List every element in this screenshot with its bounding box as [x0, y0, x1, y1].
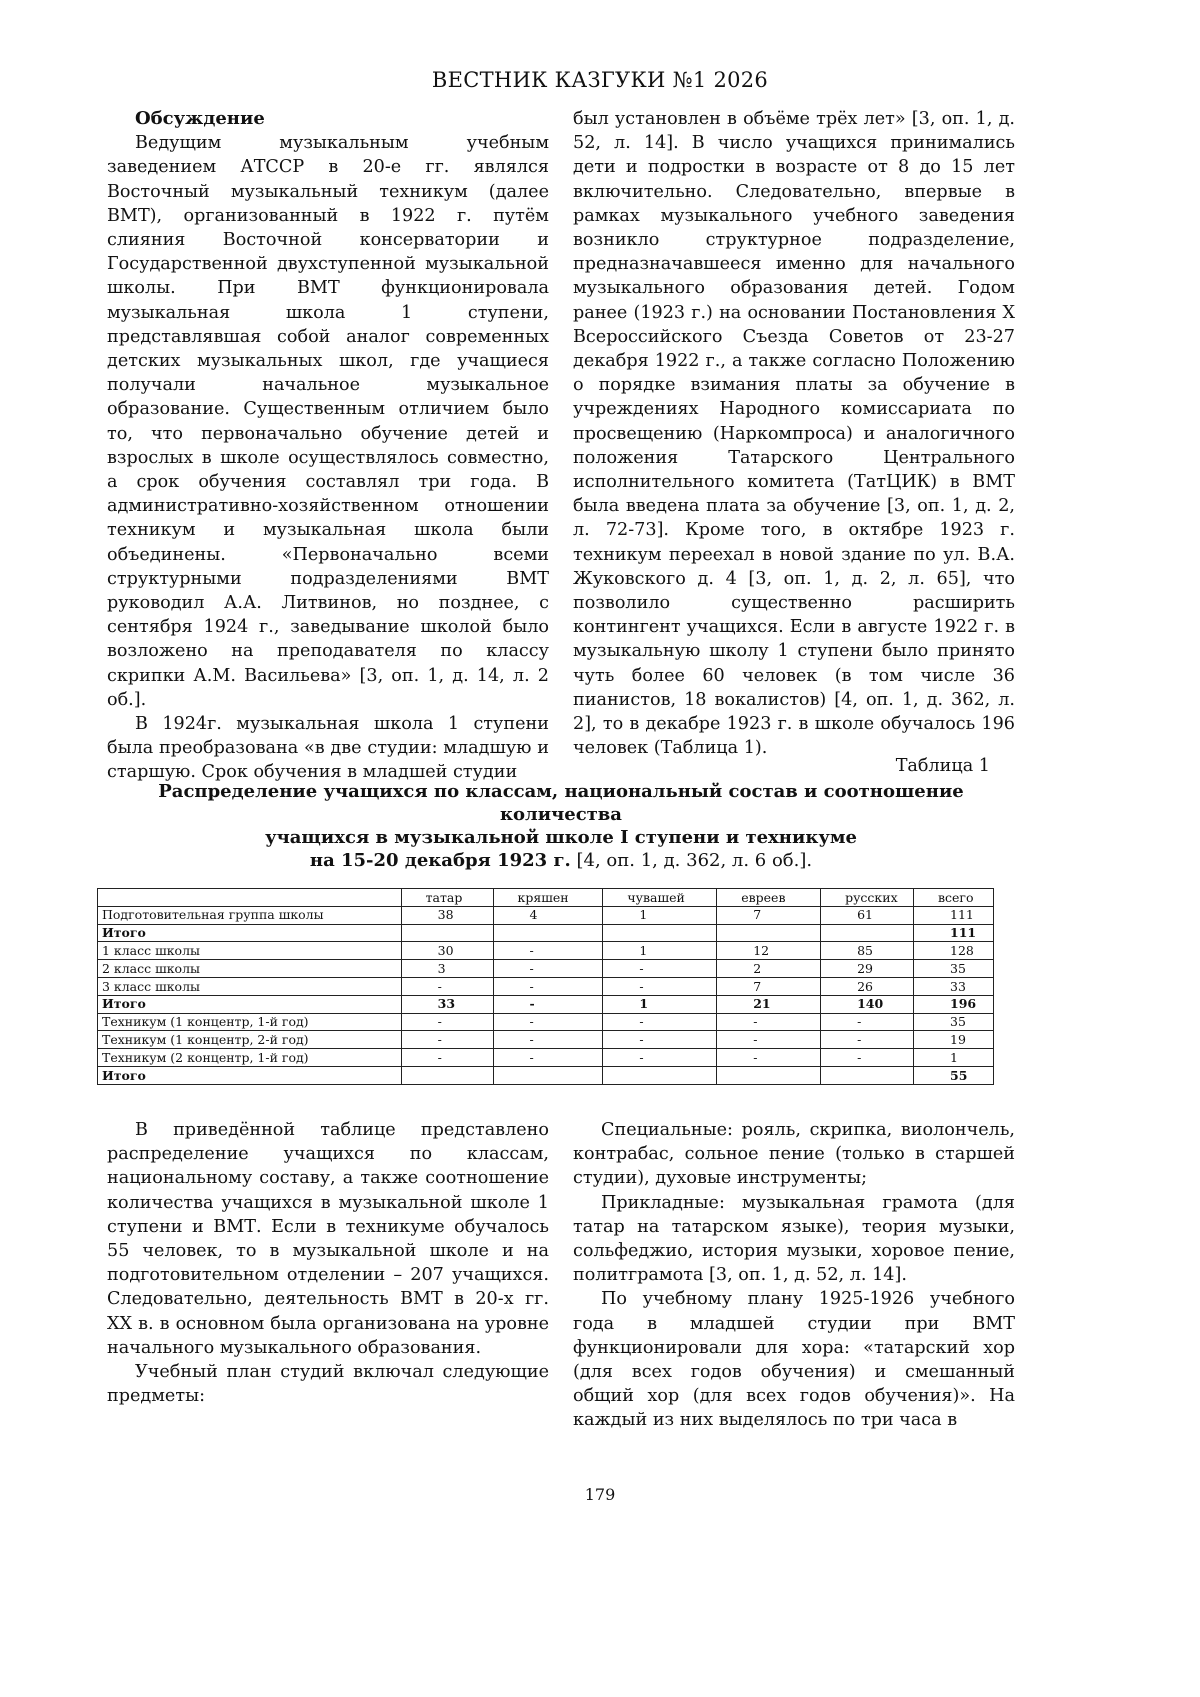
row-label: Итого — [98, 924, 402, 942]
row-label: Техникум (1 концентр, 2-й год) — [98, 1031, 402, 1049]
table-row — [98, 1013, 994, 1031]
table-cell: - — [401, 1049, 493, 1067]
table-cell: 29 — [821, 960, 914, 978]
table-cell: - — [401, 1031, 493, 1049]
table-header-cell: всего — [914, 889, 994, 907]
table-cell: 35 — [914, 960, 994, 978]
table-row — [98, 942, 994, 960]
table-label: Таблица 1 — [895, 756, 990, 776]
table-cell: - — [493, 1031, 603, 1049]
table-header-cell: русских — [821, 889, 914, 907]
table-cell: - — [401, 1013, 493, 1031]
table-row — [98, 1031, 994, 1049]
table-cell: 1 — [914, 1049, 994, 1067]
table-cell — [717, 924, 821, 942]
table-cell: - — [821, 1049, 914, 1067]
table-cell: 55 — [914, 1066, 994, 1084]
table-cell: - — [603, 960, 717, 978]
table-cell — [717, 1066, 821, 1084]
table-cell — [493, 1066, 603, 1084]
table-cell: - — [493, 995, 603, 1013]
table-cell: 30 — [401, 942, 493, 960]
table-cell: 128 — [914, 942, 994, 960]
table-cell: 111 — [914, 906, 994, 924]
table-cell: 19 — [914, 1031, 994, 1049]
table-cell: 3 — [401, 960, 493, 978]
table-header-cell — [98, 889, 402, 907]
table-cell: 140 — [821, 995, 914, 1013]
journal-header: ВЕСТНИК КАЗГУКИ №1 2026 — [431, 68, 769, 92]
table-cell: - — [603, 1013, 717, 1031]
table-cell: 61 — [821, 906, 914, 924]
left-column-bottom — [107, 1118, 549, 1408]
table-row — [98, 977, 994, 995]
table-cell: 35 — [914, 1013, 994, 1031]
table-header-cell: чувашей — [603, 889, 717, 907]
caption-line-3: на 15-20 декабря 1923 г. — [309, 850, 571, 871]
table-cell: 33 — [914, 977, 994, 995]
paragraph: В 1924г. музыкальная школа 1 ступени была преобразована «в две студии: младшую и старшую. Срок обучения в младшей студии — [107, 714, 549, 783]
table-cell: - — [493, 977, 603, 995]
table-cell: 7 — [717, 977, 821, 995]
table-header-row — [98, 889, 994, 907]
paragraph: Ведущим музыкальным учебным заведением АТССР в 20-е гг. являлся Восточный музыкальный техникум (далее ВМТ), организованный в 1922 г. путём слияния Восточной консерватории и Государственной двухступенной музыкальной школы. При ВМТ функционировала музыкальная школа 1 ступени, представлявшая собой аналог современных детских музыкальных школ, где учащиеся получали начальное музыкальное образование. Существенным отличием было то, что первоначально обучение детей и взрослых в школе осуществлялось совместно, а срок обучения составлял три года. В административно-хозяйственном отношении техникум и музыкальная школа были объединены. «Первоначально всеми структурными подразделениями ВМТ руководил А.А. Литвинов, но позднее, с сентября 1924 г., заведывание школой было возложено на преподавателя по классу скрипки А.М. Васильева» [3, оп. 1, д. 14, л. 2 об.]. — [107, 133, 549, 710]
table-cell — [821, 924, 914, 942]
table-cell: 38 — [401, 906, 493, 924]
table-header-cell: кряшен — [493, 889, 603, 907]
table-caption — [107, 780, 1015, 872]
table-cell: 26 — [821, 977, 914, 995]
section-heading: Обсуждение — [135, 108, 265, 129]
table-cell: - — [603, 1049, 717, 1067]
table-cell — [603, 924, 717, 942]
table-row — [98, 995, 994, 1013]
row-label: Итого — [98, 1066, 402, 1084]
table-cell: - — [401, 977, 493, 995]
table-cell: - — [717, 1013, 821, 1031]
table-cell: - — [717, 1049, 821, 1067]
table-cell: - — [493, 1049, 603, 1067]
table-cell: 1 — [603, 995, 717, 1013]
paragraph: По учебному плану 1925-1926 учебного года в младшей студии при ВМТ функционировали для хора: «татарский хор (для всех годов обучения) и смешанный общий хор (для всех годов обучения)». На каждый из них выделялось по три часа в — [573, 1289, 1015, 1431]
table-cell: - — [493, 1013, 603, 1031]
paragraph: был установлен в объёме трёх лет» [3, оп. 1, д. 52, л. 14]. В число учащихся принимались дети и подростки в возрасте от 8 до 15 лет включительно. Следовательно, впервые в рамках музыкального учебного заведения возникло структурное подразделение, предназначавшееся именно для начального музыкального образования детей. Годом ранее (1923 г.) на основании Постановления X Всероссийского Съезда Советов от 23-27 декабря 1922 г., а также согласно Положению о порядке взимания платы за обучение в учреждениях Народного комиссариата по просвещению (Наркомпроса) и аналогичного положения Татарского Центрального исполнительного комитета (ТатЦИК) в ВМТ была введена плата за обучение [3, оп. 1, д. 2, л. 72-73]. Кроме того, в октябре 1923 г. техникум переехал в новой здание по ул. В.А. Жуковского д. 4 [3, оп. 1, д. 2, л. 65], что позволило существенно расширить контингент учащихся. Если в августе 1922 г. в музыкальную школу 1 ступени было принято чуть более 60 человек (в том числе 36 пианистов, 18 вокалистов) [4, оп. 1, д. 362, л. 2], то в декабре 1923 г. в школе обучалось 196 человек (Таблица 1). — [573, 109, 1015, 759]
paragraph: Специальные: рояль, скрипка, виолончель, контрабас, сольное пение (только в старшей студии), духовые инструменты; — [573, 1120, 1015, 1189]
table-body — [98, 906, 994, 1084]
row-label: Итого — [98, 995, 402, 1013]
paragraph: В приведённой таблице представлено распределение учащихся по классам, национальному составу, а также соотношение количества учащихся в музыкальной школе 1 ступени и ВМТ. Если в техникуме обучалось 55 человек, то в музыкальной школе и на подготовительном отделении – 207 учащихся. Следовательно, деятельность ВМТ в 20-х гг. XX в. в основном была организована на уровне начального музыкального образования. — [107, 1120, 549, 1358]
table-row — [98, 906, 994, 924]
table-cell: 1 — [603, 942, 717, 960]
row-label: 3 класс школы — [98, 977, 402, 995]
table-cell: - — [821, 1031, 914, 1049]
table-row — [98, 1049, 994, 1067]
table-cell: - — [821, 1013, 914, 1031]
caption-line-1: Распределение учащихся по классам, национальный состав и соотношение количества — [158, 781, 964, 825]
row-label: Техникум (1 концентр, 1-й год) — [98, 1013, 402, 1031]
right-column-top — [573, 107, 1015, 760]
table-cell: - — [493, 960, 603, 978]
table-row — [98, 924, 994, 942]
table-cell: - — [493, 942, 603, 960]
table-cell — [821, 1066, 914, 1084]
table-cell: - — [603, 1031, 717, 1049]
table-cell — [401, 924, 493, 942]
table-row — [98, 1066, 994, 1084]
row-label: Подготовительная группа школы — [98, 906, 402, 924]
caption-line-2: учащихся в музыкальной школе I ступени и техникуме — [265, 827, 857, 848]
row-label: 1 класс школы — [98, 942, 402, 960]
table-cell: 4 — [493, 906, 603, 924]
table-header-cell: татар — [401, 889, 493, 907]
paragraph: Учебный план студий включал следующие предметы: — [107, 1362, 549, 1407]
paragraph: Прикладные: музыкальная грамота (для татар на татарском языке), теория музыки, сольфеджио, история музыки, хоровое пение, политграмота [3, оп. 1, д. 52, л. 14]. — [573, 1192, 1015, 1286]
table-row — [98, 960, 994, 978]
table-cell — [401, 1066, 493, 1084]
table-cell: 12 — [717, 942, 821, 960]
table-cell: - — [603, 977, 717, 995]
table-cell: 85 — [821, 942, 914, 960]
table-cell — [493, 924, 603, 942]
caption-reference: [4, оп. 1, д. 362, л. 6 об.]. — [576, 850, 813, 871]
right-column-bottom — [573, 1118, 1015, 1433]
table-cell: 196 — [914, 995, 994, 1013]
page-number: 179 — [584, 1485, 616, 1504]
table-cell: - — [717, 1031, 821, 1049]
table-cell: 21 — [717, 995, 821, 1013]
table-cell: 111 — [914, 924, 994, 942]
table-cell: 1 — [603, 906, 717, 924]
table-cell: 33 — [401, 995, 493, 1013]
left-column-top — [107, 107, 549, 785]
table-cell: 2 — [717, 960, 821, 978]
row-label: 2 класс школы — [98, 960, 402, 978]
table-cell — [603, 1066, 717, 1084]
students-table — [97, 888, 994, 1085]
table-header-cell: евреев — [717, 889, 821, 907]
table-cell: 7 — [717, 906, 821, 924]
row-label: Техникум (2 концентр, 1-й год) — [98, 1049, 402, 1067]
